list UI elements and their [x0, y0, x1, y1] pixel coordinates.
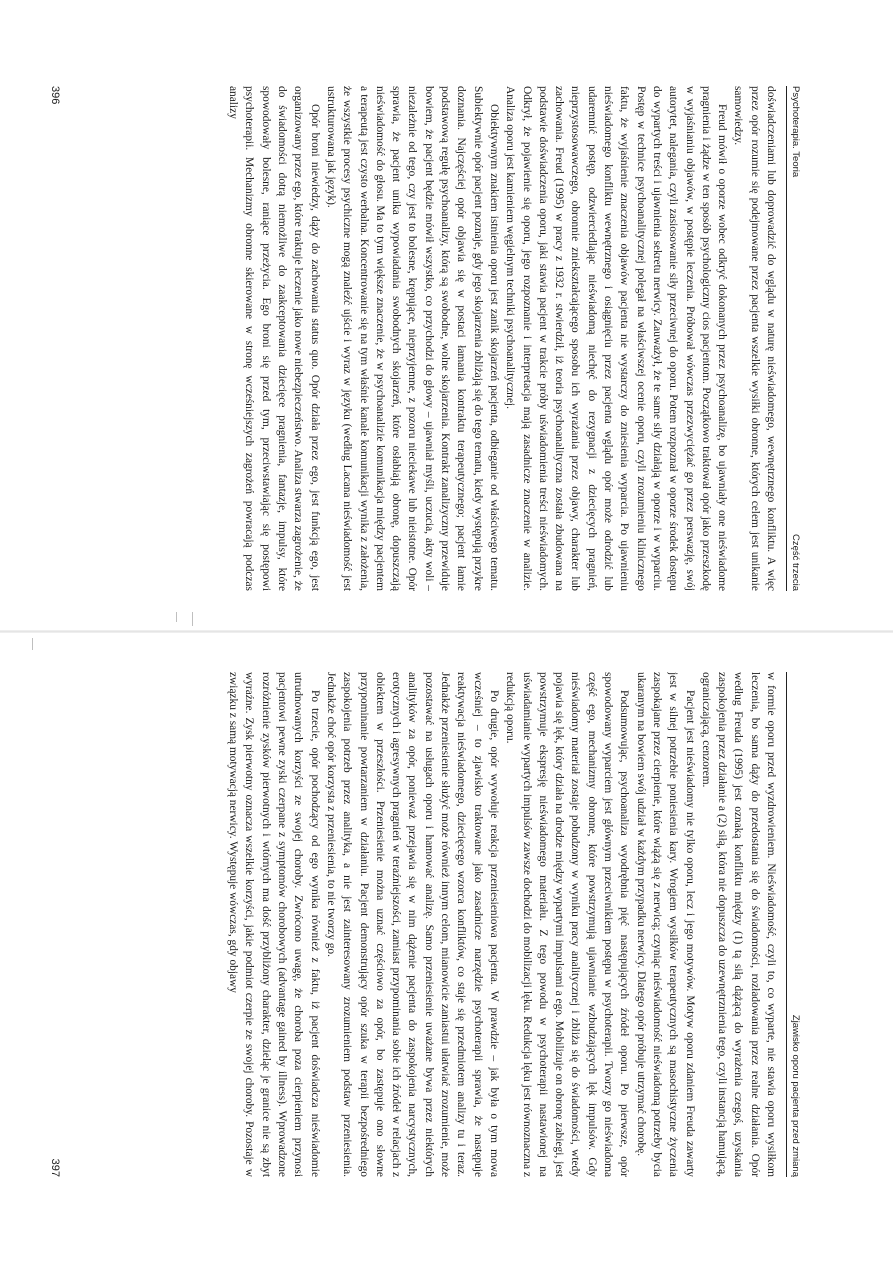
running-head-right — [786, 672, 801, 1177]
paragraph: Po trzecie, opór pochodzący od ego wynika również z faktu, iż pacjent doświadcza nieświadomie utrudnowanych korzyści ze swojej choroby. Zwrócono uwagę, że choroba poza cierpieniem przynosi pacjentowi pewne zyski czerpane z symptomów chorobowych (advantage gained by illness). Wprowadzone rozróżnienie zysków pierwotnych i wtórnych ma dość przybliżony charakter, dzieląc je granice nie są zbyt wyraźne. Zysk pierwotny oznacza wszelkie korzyści, jakie podmiot czerpie ze swojej choroby. Pozostaje w związku z samą motywacją nerwicy. Występuje wówczas, gdy objawy — [227, 672, 321, 1177]
left-page — [0, 0, 893, 631]
paragraph: w formie oporu przed wyzdrowieniem. Nieświadomość, czyli to, co wyparte, nie stawia oporu wysiłkom leczenia, bo sama dąży do przedostania się do świadomości, rozładowania przez realne działania. Opór według Freuda (1995) jest oznaką konfliktu między (1) tą siłą dążącą do wyrażenia czegoś, uzyskania zaspokojenia przez działanie a (2) siłą, która nie dopuszcza do uzewnętrznienia tego, czyli instancją hamującą, ograniczającą, cenzorem. — [699, 672, 777, 1177]
paragraph: Podsumowując, psychoanaliza wyodrębnia pięć następujących źródeł oporu. Po pierwsze, opór spowodowany wyparciem jest głównym przeciwnikiem postępu w psychoterapii. Tworzy go nieświadoma część ego, mechanizmy obronne, które powstrzymują ujawnianie wzbudzających lęk impulsów. Gdy nieświadomy materiał zostaje pobudzony w wyniku pracy analitycznej i zbliża się do świadomości, wtedy pojawia się lęk, który działa na drodze między wypartymi impulsami a ego. Mobilizuje on obronę zabiegi, jest powstrzymuje ekspresję nieświadomego materiału. Z tego powodu w psychoterapii nastawionej na uświadamianie wypartych impulsów zawsze dochodzi do mobilizacji lęku. Redukcja lęku jest równoznaczna z redukcją oporu. — [504, 672, 631, 1177]
scan-smudge — [192, 612, 193, 626]
paragraph: Po drugie, opór wywołuje reakcja przeniesieniowa pacjenta. W prawdzie – jak była o tym mowa wcześniej – to zjawisko traktowane jako zasadnicze narzędzie psychoterapii sprawia, że następuje reaktywacja nieświadomego, dziecięcego wzorca konfliktów, co staje się przedmiotem analizy tu i teraz. Jednakże przeniesienie służyć może również innym celom, mianowicie zaniastui ułatwiać zrozumienie, może pozostawać na usługach oporu i hamować analizę. Samo przeniesienie uważane bywa przez niektórych analityków za opór, ponieważ przejawia się w nim dążenie pacjenta do zaspokojenia narcystycznych, erotycznych i agresywnych pragnień w teraźniejszości, zamiast przypominania sobie ich źródeł w relacjach z obiektem w przeszłości. Przeniesienie można uznać częściowo za opór, bo zastępuje ono słowne przypominanie powtarzaniem w działaniu. Pacjent demonstrujący opór szuka w terapii bezpośredniego zaspokojenia potrzeb przez analityka, a nie jest zainteresowany zrozumieniem podstaw przeniesienia. Jednakże choć opór korzysta z przeniesienia, to nie tworzy go. — [324, 672, 500, 1177]
scan-smudge — [176, 612, 177, 622]
header-book-title: Psychoterapia. Teoria — [790, 86, 801, 178]
scan-smudge — [32, 638, 33, 650]
page-number-left: 396 — [49, 86, 61, 105]
paragraph: Opór broni niewiedzy, dąży do zachowania status quo. Opór działa przez ego, jest funkcją ego, jest organizowany przez ego, które traktuje leczenie jako nowe niebezpieczeństwo. Analiza stwarza zagrożenie, że do świadomości dotrą niemożliwe do zaakceptowania dziecięce pragnienia, fantazje, impulsy, które spowodowały bolesne, raniące przeżycia. Ego broni się przed tym, przeciwstawiając się postępowi psychoterapii. Mechanizmy obronne skierowane w stronę wcześniejszych zagrożeń powracają podczas analizy — [227, 86, 321, 591]
header-part-title: Część trzecia — [790, 533, 801, 591]
paragraph: doświadczeniami lub doprowadzić do wglądu w naturę nieświadomego, wewnętrznego konfliktu. A więc przez opór rozumie się podejmowane przez pacjenta wszelkie wysiłki obronne, których celem jest unikanie samowiedzy. — [732, 86, 777, 591]
running-head-left — [786, 86, 801, 591]
right-page — [0, 632, 893, 1263]
page-number-right: 397 — [49, 1158, 61, 1177]
paragraph: Pacjent jest nieświadomy nie tylko oporu, lecz i jego motywów. Motyw oporu zdaniem Freuda zawarty jest w silnej potrzebie poniesienia kary. Wrogiem wysiłków terapeutycznych są masochistyczne życzenia zaspokajane przez cierpienie, które wiążą się z nerwicą; czyniąc nieświadomość nieświadomą potrzeby bycia ukaranym na bowiem swój udział w każdym przypadku nerwicy. Dlatego opór próbuje utrzymać chorobę. — [634, 672, 696, 1177]
paragraph: Freud mówił o oporze wobec odkryć dokonanych przez psychoanalizę, bo ujawniały one nieświadome pragnienia i żądze w ten sposób psychologiczny cios pacjentom. Początkowo traktował opór jako przeszkodę w wyjaśnianiu objawów, w postępie leczenia. Próbował wówczas przezwyciężać go przez perswazję, swój autorytet, nalegania, czyli zasiosowanie siły przeciwnej do oporu. Potem rozpoznał w oporze środek dostępu do wypartych treści i ujawnienia sekretu nerwicy. Zauważył, że te same siły działają w oporze i w wyparciu. Postęp w technice psychoanalitycznej polegał na właściwszej ocenie oporu, czyli zrozumieniu klinicznego faktu, że wyjaśnienie znaczenia objawów pacjenta nie wystarczy do zniesienia wyparcia. Po ujawnieniu nieświadomego konfliktu wewnętrznego i osiągnięciu przez pacjenta wglądu opór może odrodzić lub udaremnić postęp, odzwierciedlając nieświadomą niechęć do rezygnacji z dziecięcych pragnień, nieprzystosowawczego, obronnie zniekształcającego sposobu ich wyrażania przez objawy, charakter lub zachowania. Freud (1995) w pracy z 1932 r. stwierdził, iż teoria psychoanalityczna została zbudowana na podstawie doświadczenia oporu, jaki stawia pacjent w trakcie próby uświadomienia treści nieświadomych. Odkrył, że pojawienie się oporu, jego rozpoznanie i interpretacja mają zasadnicze znaczenie w analizie. Analiza oporu jest kamieniem węgielnym techniki psychoanalitycznej. — [504, 86, 729, 591]
right-page-body — [79, 672, 779, 1177]
paragraph: Obiektywnym znakiem istnienia oporu jest zanik skojarzeń pacjenta, odbieganie od właściwego tematu. Subiektywnie opór pacjent poznaje, gdy jego skojarzenia zbliżają się do tego tematu, kiedy występują przykre doznania. Najczęściej opór objawia się w postaci łamania kontraktu terapeutycznego; pacjent łamie podstawową regułę psychoanalizy, którą są swobodne, wolne skojarzenia. Kontrakt zanalizyczny przewiduje bowiem, że pacjent będzie mówił wszystko, co przychodzi do głowy – ujawniał myśli, uczucia, akty woli – niezależnie od tego, czy jest to bolesne, krępujące, nieprzyjemne, z pozoru nieciekawe lub nieistotne. Opór sprawia, że pacjent unika wypowiadania swobodnych skojarzeń, które osłabiają obronę, dopuszczają nieświadomość do głosu. Ma to tym większe znaczenie, że w psychoanalizie komunikacja między pacjentem a terapeutą jest czysto werbalna. Koncentrowanie się na tym właśnie kanale komunikacji wynika z założenia, że wszystkie procesy psychiczne mogą znaleźć ujście i wyraz w języku (według Lacana nieświadomość jest ustrukturowana jak język). — [324, 86, 500, 591]
left-page-body — [79, 86, 779, 591]
header-chapter-title: Zjawisko oporu pacjenta przed zmianą — [790, 1014, 801, 1177]
